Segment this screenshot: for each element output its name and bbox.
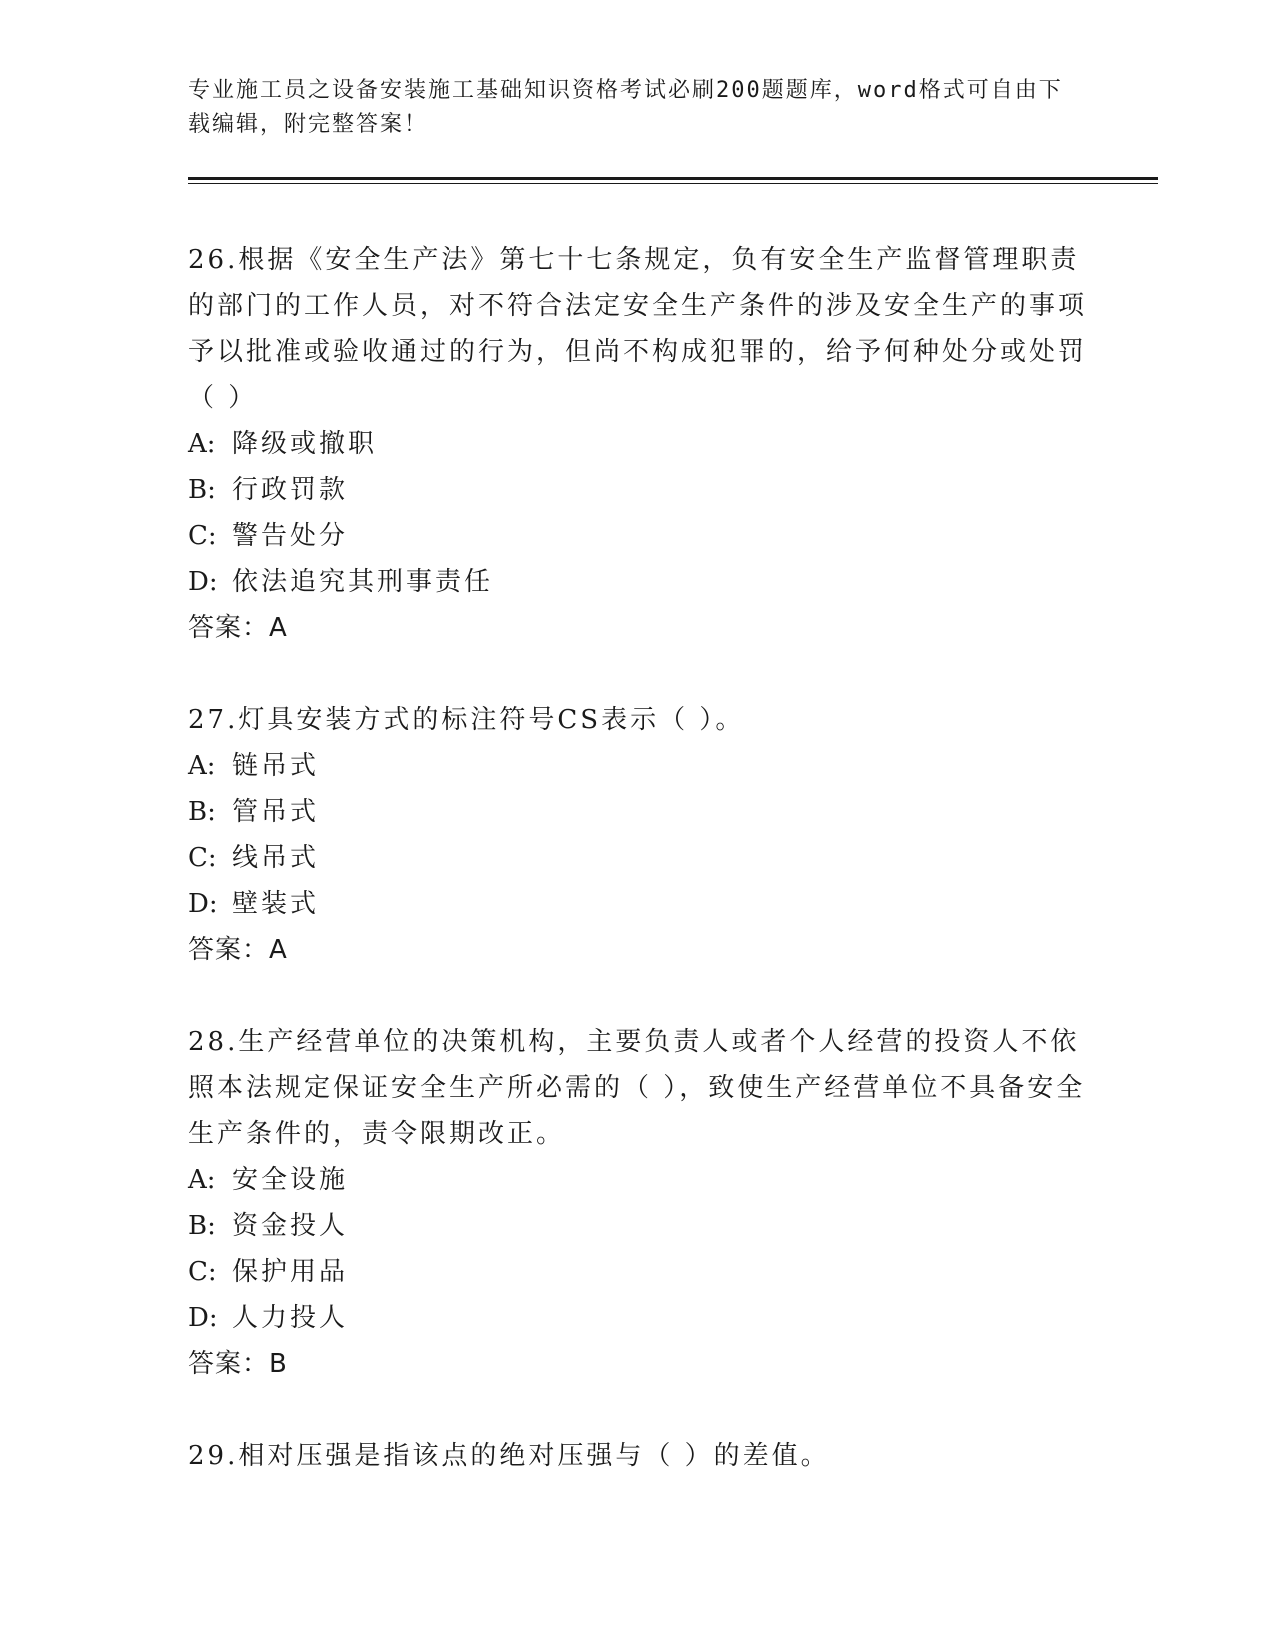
question-26 <box>188 237 1088 651</box>
option-b <box>188 789 1088 835</box>
question-stem <box>188 1433 1088 1479</box>
question-number: 26. <box>188 245 239 275</box>
option-text: 降级或撤职 <box>232 429 378 459</box>
option-a <box>188 421 1088 467</box>
question-28 <box>188 1019 1088 1387</box>
option-letter: C: <box>188 843 217 873</box>
answer-line <box>188 605 1088 651</box>
option-d <box>188 559 1088 605</box>
option-text: 链吊式 <box>232 751 320 781</box>
answer-line <box>188 927 1088 973</box>
option-letter: A: <box>188 1165 216 1195</box>
answer-label: 答案： <box>188 1349 270 1379</box>
option-b <box>188 1203 1088 1249</box>
question-list <box>188 237 1088 1525</box>
question-text: 生产经营单位的决策机构，主要负责人或者个人经营的投资人不依照本法规定保证安全生产所必需的（ ），致使生产经营单位不具备安全生产条件的，责令限期改正。 <box>188 1027 1086 1149</box>
option-text: 行政罚款 <box>232 475 349 505</box>
option-text: 安全设施 <box>232 1165 349 1195</box>
option-text: 保护用品 <box>232 1257 349 1287</box>
option-a <box>188 743 1088 789</box>
question-text: 灯具安装方式的标注符号CS表示（ ）。 <box>238 705 745 735</box>
option-letter: A: <box>188 429 216 459</box>
question-stem <box>188 237 1088 421</box>
answer-line <box>188 1341 1088 1387</box>
answer-label: 答案： <box>188 613 270 643</box>
question-number: 29. <box>188 1441 239 1471</box>
option-d <box>188 1295 1088 1341</box>
option-letter: D: <box>188 1303 218 1333</box>
option-letter: D: <box>188 567 218 597</box>
option-text: 线吊式 <box>232 843 320 873</box>
document-header <box>188 74 1068 142</box>
option-d <box>188 881 1088 927</box>
option-c <box>188 513 1088 559</box>
option-letter: B: <box>188 475 216 505</box>
question-text: 相对压强是指该点的绝对压强与（ ）的差值。 <box>238 1441 830 1471</box>
option-text: 资金投人 <box>232 1211 349 1241</box>
option-letter: B: <box>188 1211 216 1241</box>
option-text: 依法追究其刑事责任 <box>232 567 494 597</box>
header-title: 专业施工员之设备安装施工基础知识资格考试必刷200题题库，word格式可自由下载编辑，附完整答案！ <box>188 78 1063 137</box>
question-stem <box>188 697 1088 743</box>
question-stem <box>188 1019 1088 1157</box>
header-rule-thick <box>188 177 1158 180</box>
option-a <box>188 1157 1088 1203</box>
answer-value: B <box>269 1349 288 1379</box>
option-text: 警告处分 <box>232 521 349 551</box>
option-letter: C: <box>188 1257 217 1287</box>
option-c <box>188 835 1088 881</box>
option-letter: C: <box>188 521 217 551</box>
question-number: 27. <box>188 705 239 735</box>
option-text: 人力投人 <box>232 1303 349 1333</box>
answer-label: 答案： <box>188 935 270 965</box>
question-number: 28. <box>188 1027 239 1057</box>
answer-value: A <box>269 613 288 643</box>
option-b <box>188 467 1088 513</box>
option-letter: A: <box>188 751 216 781</box>
option-text: 壁装式 <box>232 889 320 919</box>
option-letter: B: <box>188 797 216 827</box>
option-text: 管吊式 <box>232 797 320 827</box>
header-rule-thin <box>188 183 1158 184</box>
question-29 <box>188 1433 1088 1479</box>
answer-value: A <box>269 935 288 965</box>
question-27 <box>188 697 1088 973</box>
option-c <box>188 1249 1088 1295</box>
question-text: 根据《安全生产法》第七十七条规定，负有安全生产监督管理职责的部门的工作人员，对不符合法定安全生产条件的涉及安全生产的事项予以批准或验收通过的行为，但尚不构成犯罪的，给予何种处分或处罚（ ） <box>188 245 1088 413</box>
option-letter: D: <box>188 889 218 919</box>
